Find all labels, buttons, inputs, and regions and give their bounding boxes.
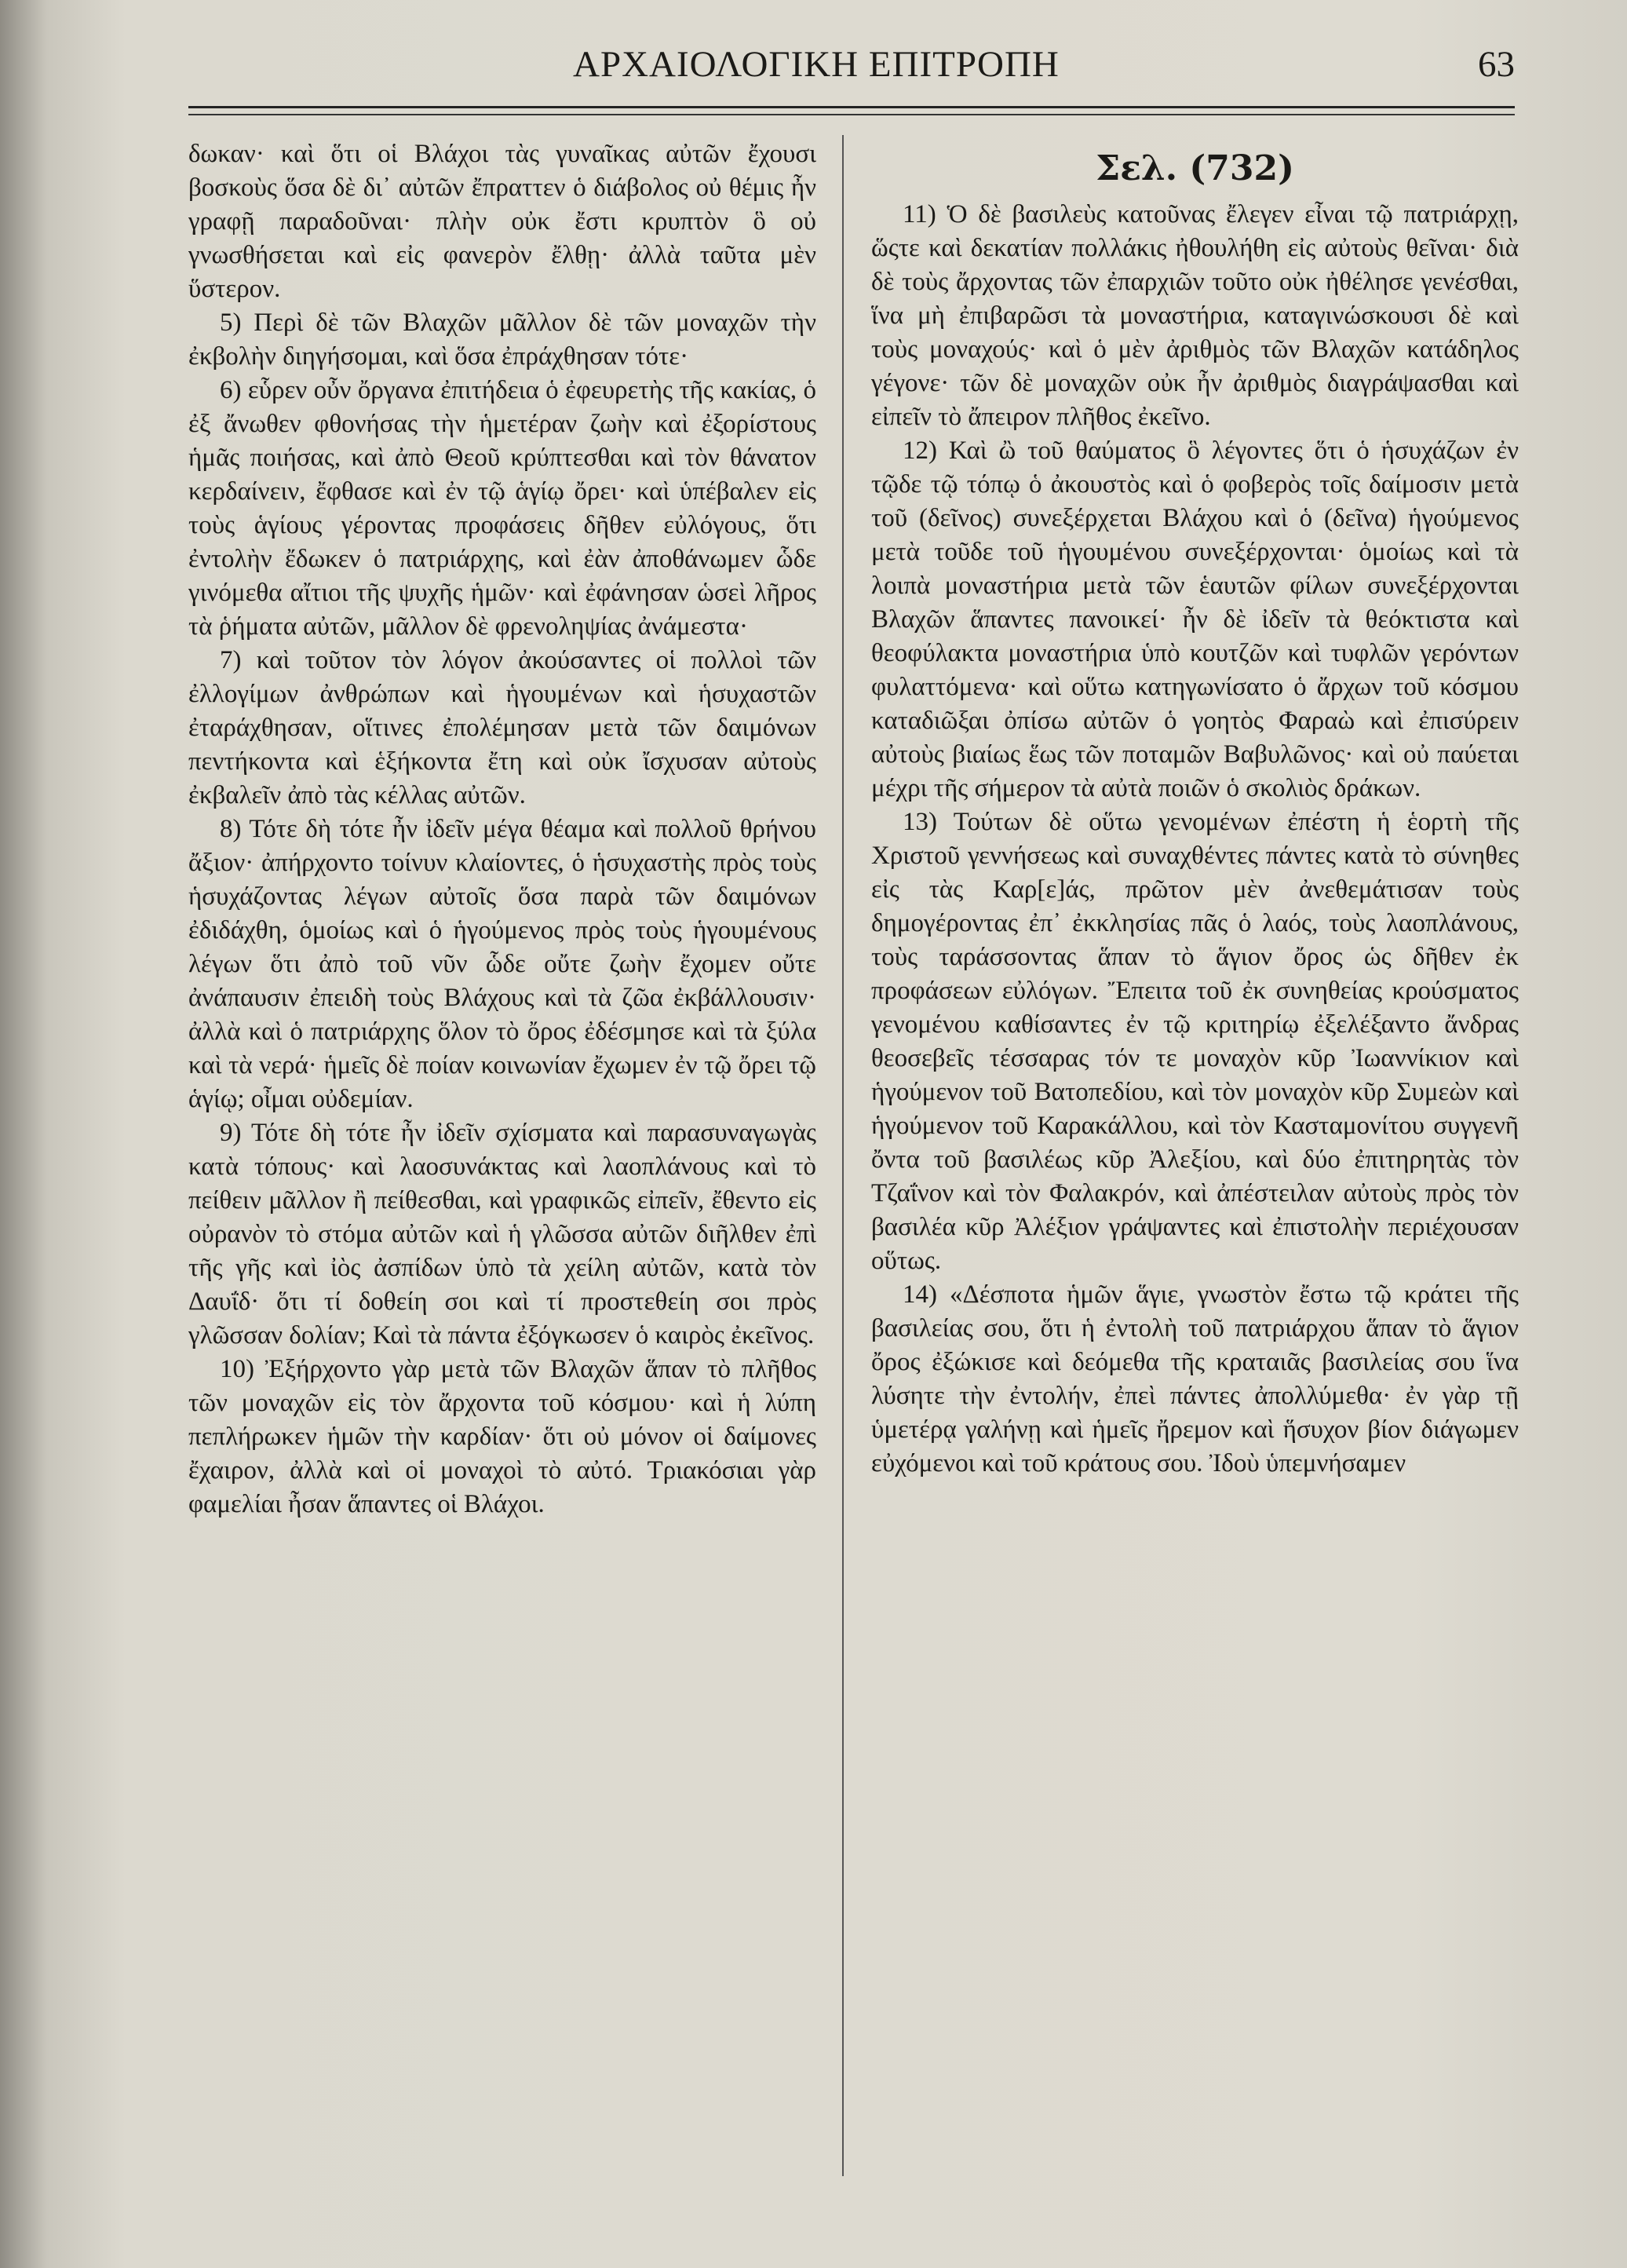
header-rule-thin xyxy=(188,114,1515,115)
paragraph: 7) καὶ τοῦτον τὸν λόγον ἀκούσαντες οἱ πολλοὶ τῶν ἐλλογίμων ἀνθρώπων καὶ ἡγουμένων καὶ ἡσυχαστῶν ἐταράχθησαν, οἵτινες ἐπολέμησαν μετὰ τῶν δαιμόνων πεντήκοντα καὶ ἑξήκοντα ἔτη καὶ οὐκ ἴσχυσαν αὐτοὺς ἐκβαλεῖν ἀπὸ τὰς κέλλας αὐτῶν. xyxy=(188,646,816,809)
right-column xyxy=(871,137,1519,2241)
paragraph: δωκαν· καὶ ὅτι οἱ Βλάχοι τὰς γυναῖκας αὐτῶν ἔχουσι βοσκοὺς ὅσα δὲ δι᾿ αὐτῶν ἔπραττεν ὁ διάβολος οὐ θέμις ἦν γραφῇ παραδοῦναι· πλὴν οὐκ ἔστι κρυπτὸν ὃ οὐ γνωσθήσεται καὶ εἰς φανερὸν ἔλθῃ· ἀλλὰ ταῦτα μὲν ὕστερον. xyxy=(188,140,816,303)
header-rule xyxy=(188,106,1515,108)
paragraph: 5) Περὶ δὲ τῶν Βλαχῶν μᾶλλον δὲ τῶν μοναχῶν τὴν ἐκβολὴν διηγήσομαι, καὶ ὅσα ἐπράχθησαν τότε· xyxy=(188,309,816,371)
paragraph: 9) Τότε δὴ τότε ἦν ἰδεῖν σχίσματα καὶ παρασυναγωγὰς κατὰ τόπους· καὶ λαοσυνάκτας καὶ λαοπλάνους καὶ τὸ πείθειν μᾶλλον ἢ πείθεσθαι, καὶ γραφικῶς εἰπεῖν, ἔθεντο εἰς οὐρανὸν τὸ στόμα αὐτῶν καὶ ἡ γλῶσσα αὐτῶν διῆλθεν ἐπὶ τῆς γῆς καὶ ἰὸς ἀσπίδων ὑπὸ τὰ χείλη αὐτῶν, κατὰ τὸν Δαυΐδ· ὅτι τί δοθείη σοι καὶ τί προστεθείη σοι πρὸς γλῶσσαν δολίαν; Καὶ τὰ πάντα ἐξόγκωσεν ὁ καιρὸς ἐκεῖνος. xyxy=(188,1119,816,1349)
column-divider xyxy=(842,135,844,2176)
page-number: 63 xyxy=(1478,44,1515,85)
paragraph: 13) Τούτων δὲ οὕτω γενομένων ἐπέστη ἡ ἑορτὴ τῆς Χριστοῦ γεννήσεως καὶ συναχθέντες πάντες κατὰ τὸ σύνηθες εἰς τὰς Καρ[ε]άς, πρῶτον μὲν ἀνεθεμάτισαν τοὺς δημογέροντας ἐπ᾿ ἐκκλησίας πᾶς ὁ λαός, τοὺς λαοπλάνους, τοὺς ταράσσοντας ἅπαν τὸ ἅγιον ὄρος ὡς δῆθεν ἐκ προφάσεων εὐλόγων. Ἔπειτα τοῦ ἐκ συνηθείας κρούσματος γενομένου καθίσαντες ἐν τῷ κριτηρίῳ ἐξελέξαντο ἄνδρας θεοσεβεῖς τέσσαρας τόν τε μοναχὸν κῦρ Ἰωαννίκιον καὶ ἡγούμενον τοῦ Βατοπεδίου, καὶ τὸν μοναχὸν κῦρ Συμεὼν καὶ ἡγούμενον τοῦ Καρακάλλου, καὶ τὸν Κασταμονίτου συγγενῆ ὄντα τοῦ βασιλέως κῦρ Ἀλεξίου, καὶ δύο ἐπιτηρητὰς τὸν Τζαΐνον καὶ τὸν Φαλακρόν, καὶ ἀπέστειλαν αὐτοὺς πρὸς τὸν βασιλέα κῦρ Ἀλέξιον γράψαντες καὶ ἐπιστολὴν περιέχουσαν οὕτως. xyxy=(871,808,1519,1275)
left-column xyxy=(188,137,816,2241)
paragraph: 10) Ἐξήρχοντο γὰρ μετὰ τῶν Βλαχῶν ἅπαν τὸ πλῆθος τῶν μοναχῶν εἰς τὸν ἄρχοντα τοῦ κόσμου· καὶ ἡ λύπη πεπλήρωκεν ἡμῶν τὴν καρδίαν· ὅτι οὐ μόνον οἱ δαίμονες ἔχαιρον, ἀλλὰ καὶ οἱ μοναχοὶ τὸ αὐτό. Τριακόσιαι γὰρ φαμελίαι ἦσαν ἅπαντες οἱ Βλάχοι. xyxy=(188,1355,816,1518)
paragraph: 11) Ὁ δὲ βασιλεὺς κατοῦνας ἔλεγεν εἶναι τῷ πατριάρχῃ, ὥςτε καὶ δεκατίαν πολλάκις ἠθουλήθη εἰς αὐτοὺς θεῖναι· διὰ δὲ τοὺς ἄρχοντας τῶν ἐπαρχιῶν τοῦτο οὐκ ἠθέλησε γενέσθαι, ἵνα μὴ ἐπιβαρῶσι τὰ μοναστήρια, καταγινώσκουσι δὲ καὶ τοὺς μοναχούς· καὶ ὁ μὲν ἀριθμὸς τῶν Βλαχῶν κατάδηλος γέγονε· τῶν δὲ μοναχῶν οὐκ ἦν ἀριθμὸς διαγράψασθαι καὶ εἰπεῖν τὸ ἄπειρον πλῆθος ἐκεῖνο. xyxy=(871,200,1519,431)
paragraph: 6) εὗρεν οὖν ὄργανα ἐπιτήδεια ὁ ἐφευρετὴς τῆς κακίας, ὁ ἐξ ἄνωθεν φθονήσας τὴν ἡμετέραν ζωὴν καὶ ἐξορίστους ἡμᾶς ποιήσας, καὶ ἀπὸ Θεοῦ κρύπτεσθαι καὶ τὸν θάνατον κερδαίνειν, ἔφθασε καὶ ἐν τῷ ἁγίῳ ὄρει· καὶ ὑπέβαλεν εἰς τοὺς ἁγίους γέροντας προφάσεις δῆθεν εὐλόγους, ὅτι ἐντολὴν ἔδωκεν ὁ πατριάρχης, καὶ ἐὰν ἀποθάνωμεν ὧδε γινόμεθα αἴτιοι τῆς ψυχῆς ἡμῶν· καὶ ἐφάνησαν ὡσεὶ λῆρος τὰ ῥήματα αὐτῶν, μᾶλλον δὲ φρενοληψίας ἀνάμεστα· xyxy=(188,376,816,641)
paragraph: 8) Τότε δὴ τότε ἦν ἰδεῖν μέγα θέαμα καὶ πολλοῦ θρήνου ἄξιον· ἀπήρχοντο τοίνυν κλαίοντες, ὁ ἡσυχαστὴς πρὸς τοὺς ἡσυχάζοντας λέγων αὐτοῖς ὅσα παρὰ τῶν δαιμόνων ἐδιδάχθη, ὁμοίως καὶ ὁ ἡγούμενος πρὸς τοὺς ἡγουμένους λέγων ὅτι ἀπὸ τοῦ νῦν ὧδε οὔτε ζωὴν ἔχομεν οὔτε ἀνάπαυσιν ἐπειδὴ τοὺς Βλάχους καὶ τὰ ζῶα ἐκβάλλουσιν· ἀλλὰ καὶ ὁ πατριάρχης ὅλον τὸ ὄρος ἐδέσμησε καὶ τὰ ξύλα καὶ τὰ νερά· ἡμεῖς δὲ ποίαν κοινωνίαν ἔχωμεν ἐν τῷ ὄρει τῷ ἁγίῳ; οἶμαι οὐδεμίαν. xyxy=(188,815,816,1113)
paragraph: 14) «Δέσποτα ἡμῶν ἅγιε, γνωστὸν ἔστω τῷ κράτει τῆς βασιλείας σου, ὅτι ἡ ἐντολὴ τοῦ πατριάρχου ἅπαν τὸ ἅγιον ὄρος ἐξώκισε καὶ δεόμεθα τῆς κραταιᾶς βασιλείας σου ἵνα λύσητε τὴν ἐντολήν, ἐπεὶ πάντες ἀπολλύμεθα· ἐν γὰρ τῇ ὑμετέρᾳ γαλήνῃ καὶ ἡμεῖς ἤρεμον καὶ ἥσυχον βίον διάγωμεν εὐχόμενοι καὶ τοῦ κράτους σου. Ἰδοὺ ὑπεμνήσαμεν xyxy=(871,1280,1519,1477)
page-header xyxy=(181,43,1515,98)
paragraph: 12) Καὶ ὢ τοῦ θαύματος ὃ λέγοντες ὅτι ὁ ἡσυχάζων ἐν τῷδε τῷ τόπῳ ὁ ἀκουστὸς καὶ ὁ φοβερὸς τοῖς δαίμοσιν μετὰ τοῦ (δεῖνος) συνεξέρχεται Βλάχου καὶ ὁ (δεῖνα) ἡγούμενος μετὰ τοῦδε τοῦ ἡγουμένου συνεξέρχονται· ὁμοίως καὶ τὰ λοιπὰ μοναστήρια μετὰ τῶν ἑαυτῶν φίλων συνεξέρχονται Βλαχῶν ἅπαντες πανοικεί· ἦν δὲ ἰδεῖν τὰ θεόκτιστα καὶ θεοφύλακτα μοναστήρια ὑπὸ κουτζῶν καὶ τυφλῶν γερόντων φυλαττόμενα· καὶ οὕτω κατηγωνίσατο ὁ ἄρχων τοῦ κόσμου καταδιῶξαι ὀπίσω αὐτῶν ὁ γοητὸς Φαραὼ καὶ ἐπισύρειν αὐτοὺς βιαίως ἕως τῶν ποταμῶν Βαβυλῶνος· καὶ οὐ παύεται μέχρι τῆς σήμερον τὰ αὐτὰ ποιῶν ὁ σκολιὸς δράκων. xyxy=(871,436,1519,802)
section-heading: Σελ. (732) xyxy=(1096,148,1294,188)
running-title: ΑΡΧΑΙΟΛΟΓΙΚΗ ΕΠΙΤΡΟΠΗ xyxy=(573,44,1060,85)
